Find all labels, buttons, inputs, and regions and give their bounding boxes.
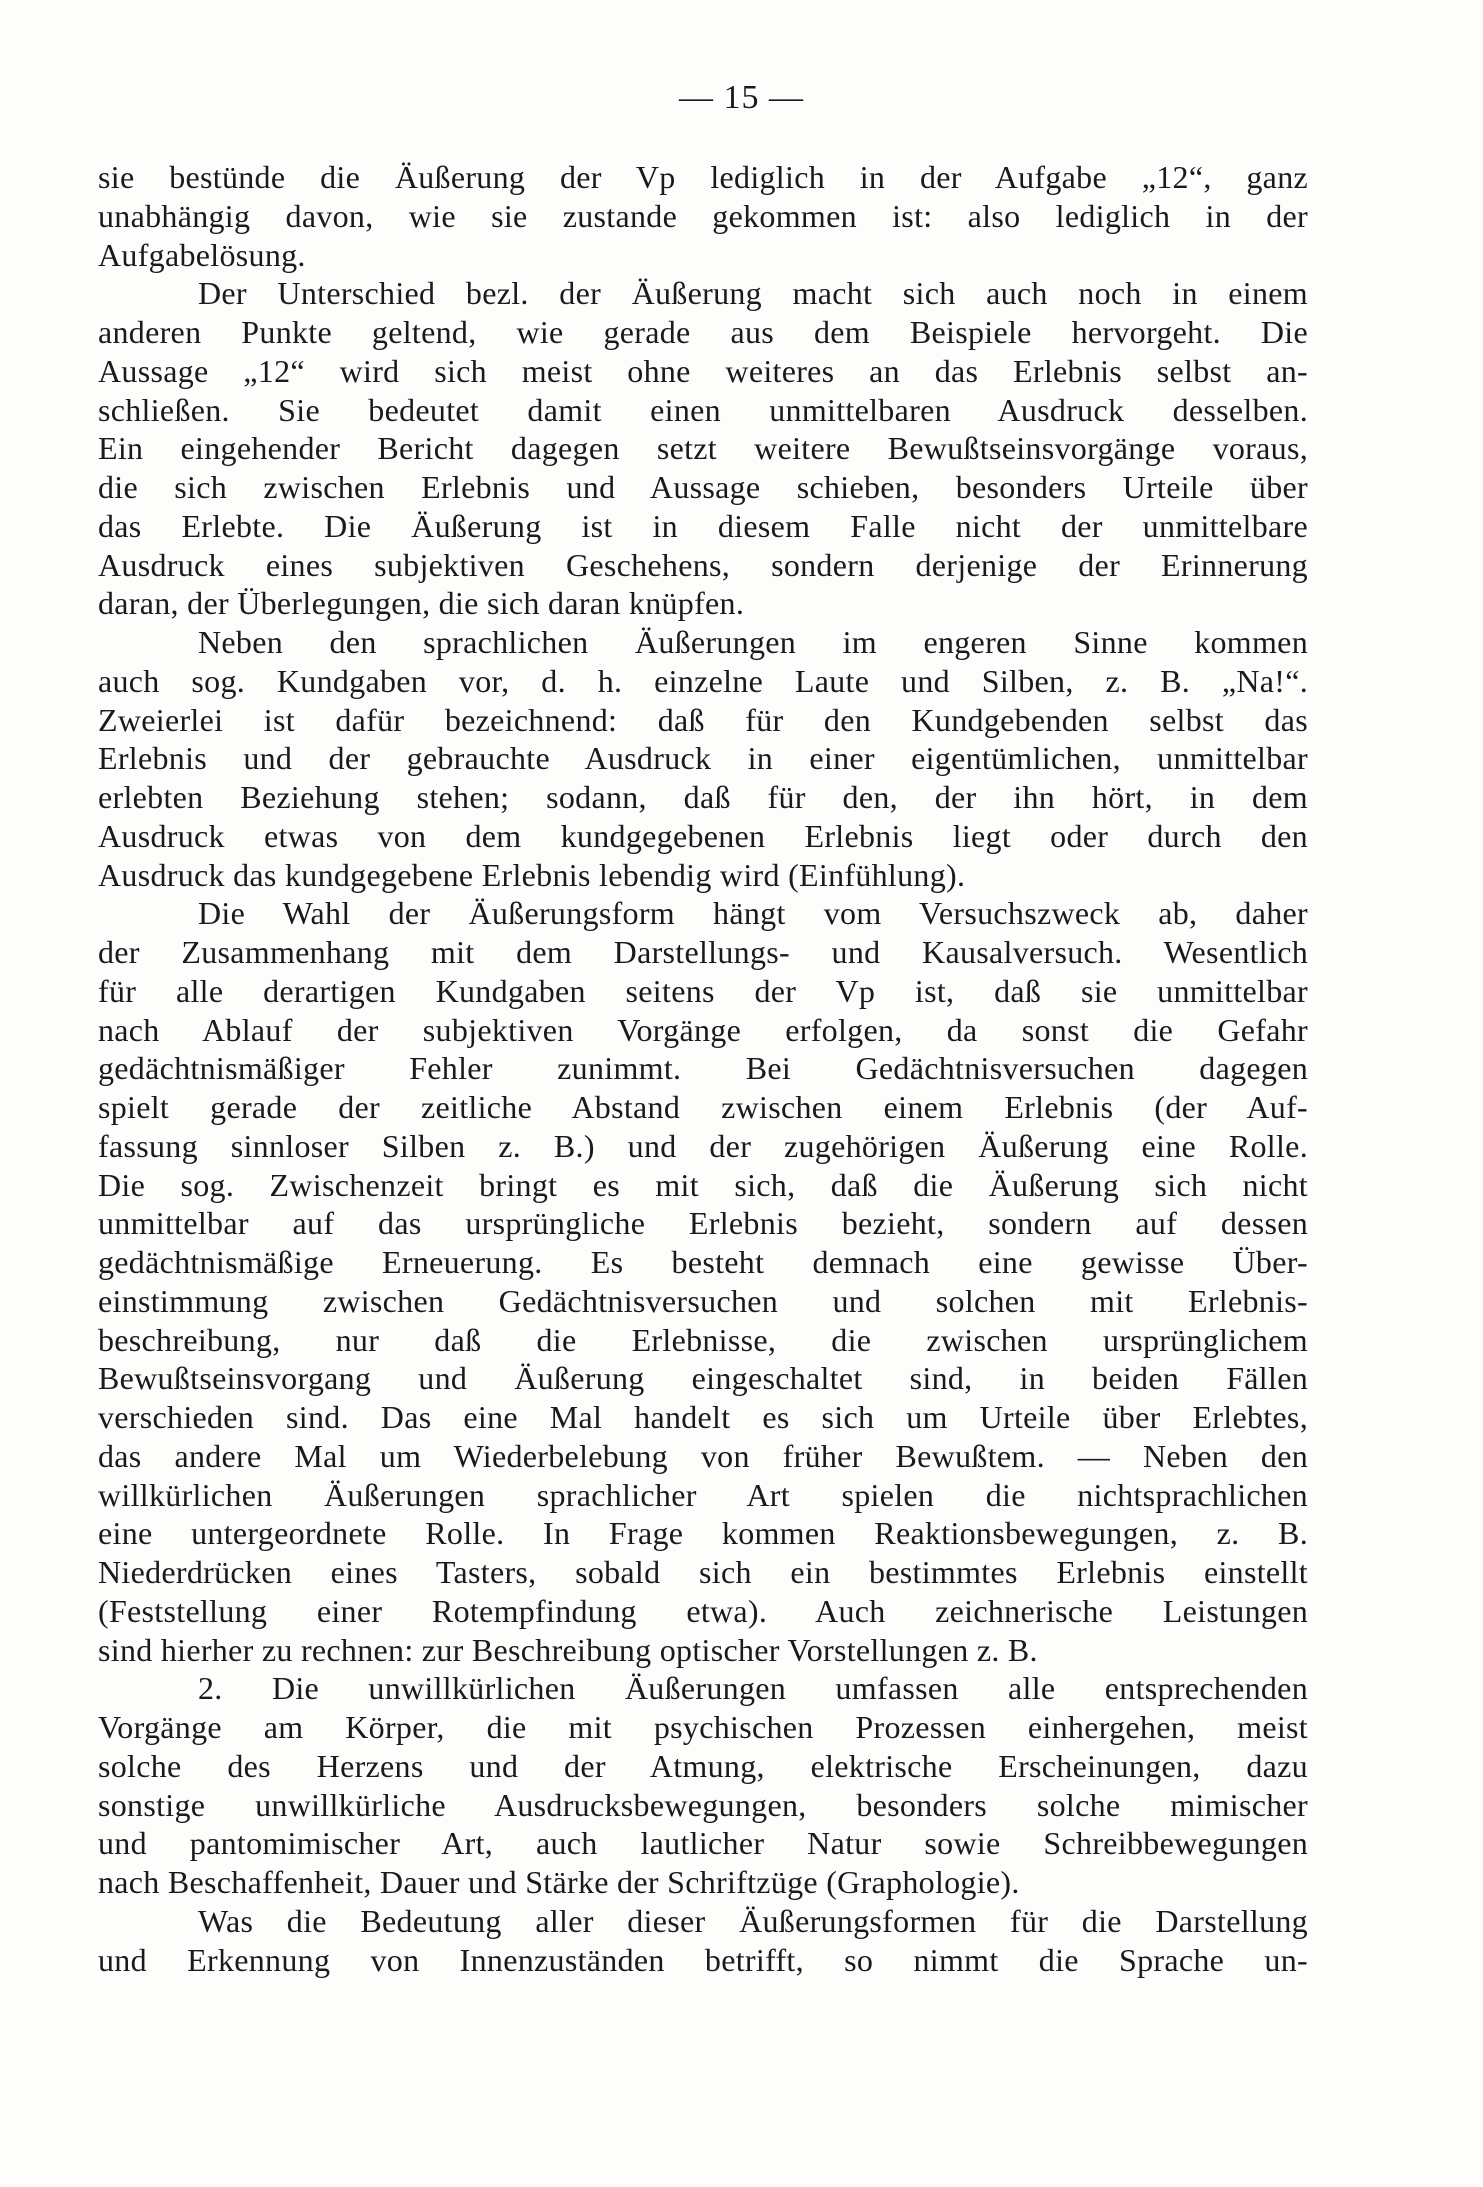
text-line: eine untergeordnete Rolle. In Frage kommen Reaktionsbewegungen, z. B. bbox=[98, 1515, 1308, 1552]
text-line: gedächtnismäßige Erneuerung. Es besteht demnach eine gewisse Über- bbox=[98, 1244, 1308, 1280]
text-line: nach Ablauf der subjektiven Vorgänge erfolgen, da sonst die Gefahr bbox=[98, 1011, 1308, 1048]
text-line: sie bestünde die Äußerung der Vp lediglich in der Aufgabe „12“, ganz bbox=[98, 159, 1308, 195]
text-line: verschieden sind. Das eine Mal handelt es sich um Urteile über Erlebtes, bbox=[98, 1399, 1308, 1435]
text-line: Vorgänge am Körper, die mit psychischen Prozessen einhergehen, meist bbox=[98, 1709, 1308, 1745]
text-line: Ausdruck eines subjektiven Geschehens, sondern derjenige der Erinnerung bbox=[98, 546, 1308, 583]
text-line: Die sog. Zwischenzeit bringt es mit sich, daß die Äußerung sich nicht bbox=[98, 1166, 1308, 1203]
text-line: beschreibung, nur daß die Erlebnisse, die zwischen ursprünglichem bbox=[98, 1321, 1308, 1358]
text-line: solche des Herzens und der Atmung, elektrische Erscheinungen, dazu bbox=[98, 1747, 1308, 1784]
text-line: erlebten Beziehung stehen; sodann, daß für den, der ihn hört, in dem bbox=[98, 779, 1308, 815]
text-line: und Erkennung von Innenzuständen betrifft, so nimmt die Sprache un- bbox=[98, 1941, 1308, 1978]
text-line: einstimmung zwischen Gedächtnisversuchen und solchen mit Erlebnis- bbox=[98, 1282, 1308, 1319]
text-line: unabhängig davon, wie sie zustande gekommen ist: also lediglich in der bbox=[98, 197, 1308, 234]
text-line: Aussage „12“ wird sich meist ohne weiteres an das Erlebnis selbst an- bbox=[98, 352, 1308, 389]
text-line: fassung sinnloser Silben z. B.) und der zugehörigen Äußerung eine Rolle. bbox=[98, 1127, 1308, 1164]
text-line: (Feststellung einer Rotempfindung etwa). Auch zeichnerische Leistungen bbox=[98, 1592, 1308, 1629]
text-line: Zweierlei ist dafür bezeichnend: daß für den Kundgebenden selbst das bbox=[98, 701, 1308, 738]
text-line: sonstige unwillkürliche Ausdrucksbewegungen, besonders solche mimischer bbox=[98, 1786, 1308, 1823]
text-line: Ein eingehender Bericht dagegen setzt weitere Bewußtseinsvorgänge voraus, bbox=[98, 430, 1308, 467]
body-text bbox=[98, 158, 1308, 1979]
text-line: die sich zwischen Erlebnis und Aussage schieben, besonders Urteile über bbox=[98, 469, 1308, 505]
text-line: Neben den sprachlichen Äußerungen im engeren Sinne kommen bbox=[198, 624, 1308, 660]
text-line: Bewußtseinsvorgang und Äußerung eingeschaltet sind, in beiden Fällen bbox=[98, 1360, 1308, 1397]
text-line: unmittelbar auf das ursprüngliche Erlebnis bezieht, sondern auf dessen bbox=[98, 1205, 1308, 1242]
text-line: auch sog. Kundgaben vor, d. h. einzelne Laute und Silben, z. B. „Na!“. bbox=[98, 662, 1308, 699]
text-line: Was die Bedeutung aller dieser Äußerungsformen für die Darstellung bbox=[198, 1902, 1308, 1939]
text-line: daran, der Überlegungen, die sich daran knüpfen. bbox=[98, 585, 745, 622]
text-line: Die Wahl der Äußerungsform hängt vom Versuchszweck ab, daher bbox=[198, 895, 1308, 932]
text-line: schließen. Sie bedeutet damit einen unmittelbaren Ausdruck desselben. bbox=[98, 391, 1308, 428]
text-line: das Erlebte. Die Äußerung ist in diesem Falle nicht der unmittelbare bbox=[98, 507, 1308, 544]
text-line: Ausdruck das kundgegebene Erlebnis lebendig wird (Einfühlung). bbox=[98, 856, 966, 893]
text-line: 2. Die unwillkürlichen Äußerungen umfassen alle entsprechenden bbox=[198, 1670, 1308, 1707]
text-line: willkürlichen Äußerungen sprachlicher Art spielen die nichtsprachlichen bbox=[98, 1476, 1308, 1513]
text-line: anderen Punkte geltend, wie gerade aus dem Beispiele hervorgeht. Die bbox=[98, 314, 1308, 350]
text-line: gedächtnismäßiger Fehler zunimmt. Bei Gedächtnisversuchen dagegen bbox=[98, 1050, 1308, 1087]
text-line: Der Unterschied bezl. der Äußerung macht sich auch noch in einem bbox=[198, 275, 1308, 312]
text-line: das andere Mal um Wiederbelebung von früher Bewußtem. — Neben den bbox=[98, 1437, 1308, 1474]
text-line: Niederdrücken eines Tasters, sobald sich ein bestimmtes Erlebnis einstellt bbox=[98, 1554, 1308, 1590]
page-number: — 15 — bbox=[679, 79, 804, 116]
text-line: sind hierher zu rechnen: zur Beschreibung optischer Vorstellungen z. B. bbox=[98, 1631, 1038, 1668]
text-line: und pantomimischer Art, auch lautlicher Natur sowie Schreibbewegungen bbox=[98, 1825, 1308, 1862]
text-line: für alle derartigen Kundgaben seitens der Vp ist, daß sie unmittelbar bbox=[98, 972, 1308, 1009]
text-line: Aufgabelösung. bbox=[98, 236, 306, 273]
text-line: Erlebnis und der gebrauchte Ausdruck in einer eigentümlichen, unmittelbar bbox=[98, 740, 1308, 777]
text-line: spielt gerade der zeitliche Abstand zwischen einem Erlebnis (der Auf- bbox=[98, 1089, 1308, 1125]
text-line: der Zusammenhang mit dem Darstellungs- und Kausalversuch. Wesentlich bbox=[98, 934, 1308, 970]
text-line: nach Beschaffenheit, Dauer und Stärke der Schriftzüge (Graphologie). bbox=[98, 1864, 1020, 1900]
text-line: Ausdruck etwas von dem kundgegebenen Erlebnis liegt oder durch den bbox=[98, 817, 1308, 854]
